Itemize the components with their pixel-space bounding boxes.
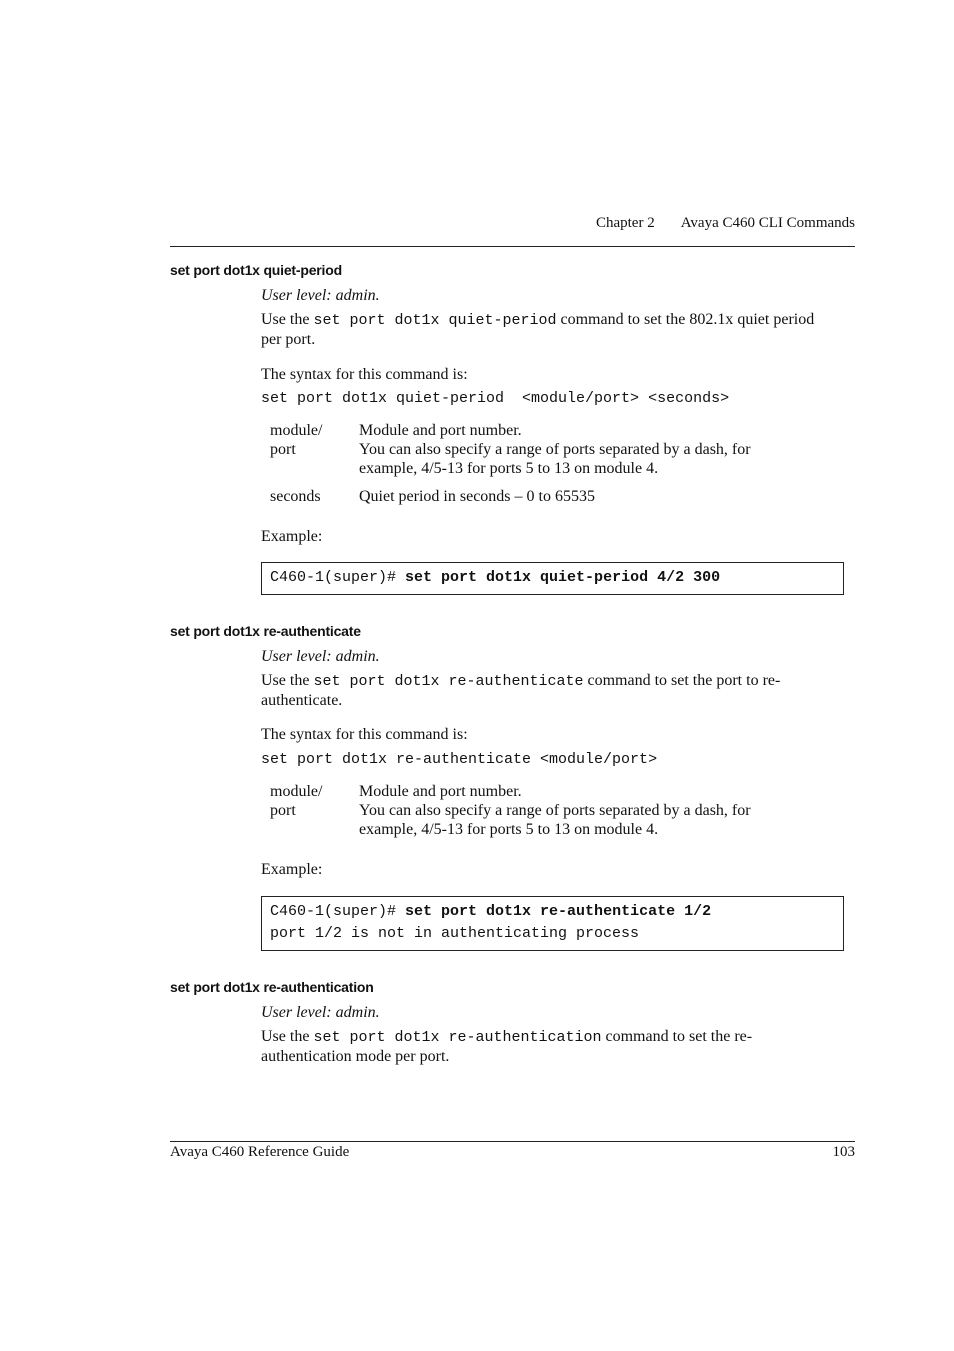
param-name: seconds [270,488,321,505]
intro-text: Use the [261,672,314,689]
param-name-text: module/ [270,422,323,439]
param-name [270,421,350,459]
syntax-line: set port dot1x quiet-period <module/port> <seconds> [261,390,730,407]
intro-text: Use the [261,1028,314,1045]
code-line [270,569,720,586]
cli-command: set port dot1x quiet-period 4/2 300 [405,569,721,586]
intro-text: command to set the 802.1x quiet period [556,311,815,328]
cli-prompt: C460-1(super)# [270,569,406,586]
intro-paragraph [261,310,855,349]
param-description [359,782,829,839]
param-desc-text: example, 4/5-13 for ports 5 to 13 on module 4. [359,821,659,838]
chapter-label: Chapter 2 [595,215,655,231]
intro-text: command to set the re- [601,1028,753,1045]
inline-command: set port dot1x re-authentication [313,1029,602,1046]
user-level: User level: admin. [261,1004,380,1021]
cli-prompt: C460-1(super)# [270,903,406,920]
intro-text: authenticate. [261,692,343,709]
chapter-title: Avaya C460 CLI Commands [680,215,855,231]
example-code-box [261,562,844,595]
running-header [170,215,855,235]
param-name-text: port [270,441,296,458]
header-rule [170,246,855,247]
section-heading: set port dot1x quiet-period [170,262,342,278]
param-desc-text: Module and port number. [359,422,522,439]
param-desc-text: Module and port number. [359,783,522,800]
section-heading: set port dot1x re-authenticate [170,623,361,639]
footer-rule [170,1141,855,1142]
param-desc-text: example, 4/5-13 for ports 5 to 13 on module 4. [359,460,659,477]
param-description: Quiet period in seconds – 0 to 65535 [359,488,595,505]
param-description [359,421,829,478]
example-label: Example: [261,528,323,545]
param-name-text: port [270,802,296,819]
example-code-box [261,896,844,951]
cli-command: set port dot1x re-authenticate 1/2 [405,903,712,920]
section-heading: set port dot1x re-authentication [170,979,374,995]
param-desc-text: You can also specify a range of ports separated by a dash, for [359,441,751,458]
param-name [270,782,350,820]
user-level: User level: admin. [261,287,380,304]
intro-text: authentication mode per port. [261,1048,450,1065]
inline-command: set port dot1x quiet-period [313,312,557,329]
syntax-label: The syntax for this command is: [261,366,468,383]
param-desc-text: You can also specify a range of ports separated by a dash, for [359,802,751,819]
page-number: 103 [832,1144,855,1160]
intro-text: command to set the port to re- [583,672,781,689]
footer-guide-title: Avaya C460 Reference Guide [170,1144,350,1160]
user-level: User level: admin. [261,648,380,665]
example-label: Example: [261,861,323,878]
code-output-line: port 1/2 is not in authenticating process [270,925,640,942]
code-line [270,903,711,920]
inline-command: set port dot1x re-authenticate [313,673,584,690]
intro-text: Use the [261,311,314,328]
intro-text: per port. [261,331,316,348]
syntax-line: set port dot1x re-authenticate <module/port> [261,751,658,768]
intro-paragraph [261,671,855,710]
param-name-text: module/ [270,783,323,800]
syntax-label: The syntax for this command is: [261,726,468,743]
intro-paragraph [261,1027,855,1066]
